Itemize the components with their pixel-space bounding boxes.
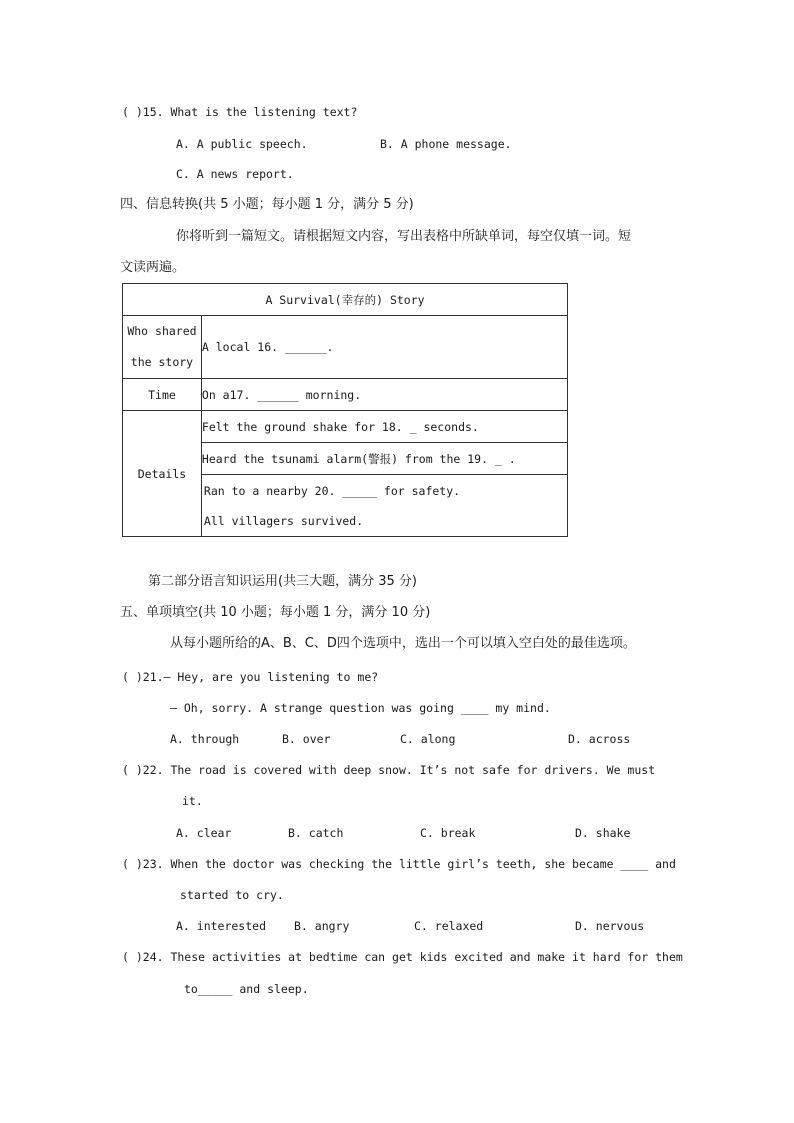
q22-line2: it. <box>182 794 203 808</box>
q22-option-c: C. break <box>420 826 476 840</box>
who-label-line2: the story <box>130 355 194 369</box>
q21-option-a: A. through <box>170 732 240 746</box>
section5-heading: 五、单项填空(共 10 小题；每小题 1 分，满分 10 分) <box>120 605 431 620</box>
who-value: A local 16. ______. <box>201 316 567 379</box>
detail-3-line1: Ran to a nearby 20. _____ for safety. <box>203 483 461 498</box>
q22-stem: ( )22. The road is covered with deep snow. It’s not safe for drivers. We must <box>122 763 656 777</box>
q21-option-d: D. across <box>568 732 631 746</box>
who-label-line1: Who shared <box>127 324 197 338</box>
info-table <box>122 283 568 537</box>
q15-option-b: B. A phone message. <box>380 137 512 151</box>
q21-stem: ( )21.— Hey, are you listening to me? <box>122 670 379 684</box>
q23-option-d: D. nervous <box>575 919 645 933</box>
section5-instruction: 从每小题所给的A、B、C、D四个选项中，选出一个可以填入空白处的最佳选项。 <box>170 636 636 651</box>
q24-line2: to_____ and sleep. <box>184 982 309 996</box>
q15-option-a: A. A public speech. <box>176 137 308 151</box>
who-label <box>123 316 202 379</box>
time-value: On a17. ______ morning. <box>201 379 567 411</box>
q23-stem: ( )23. When the doctor was checking the little girl’s teeth, she became ____ and <box>122 857 676 871</box>
detail-1: Felt the ground shake for 18. _ seconds. <box>201 411 567 443</box>
q15-option-c: C. A news report. <box>176 167 294 181</box>
q23-line2: started to cry. <box>180 888 284 902</box>
q24-stem: ( )24. These activities at bedtime can get kids excited and make it hard for them <box>122 950 683 964</box>
q23-option-a: A. interested <box>176 919 267 933</box>
q21-line2: — Oh, sorry. A strange question was going ____ my mind. <box>170 701 551 715</box>
details-label: Details <box>123 411 202 537</box>
q22-option-d: D. shake <box>575 826 631 840</box>
table-title: A Survival(幸存的) Story <box>123 284 568 316</box>
time-label: Time <box>123 379 202 411</box>
detail-3 <box>201 475 567 537</box>
q23-option-b: B. angry <box>294 919 350 933</box>
q21-option-b: B. over <box>282 732 331 746</box>
q21-option-c: C. along <box>400 732 456 746</box>
section4-instruction-line2: 文读两遍。 <box>120 260 186 275</box>
part2-heading: 第二部分语言知识运用(共三大题，满分 35 分) <box>148 574 417 589</box>
q22-option-a: A. clear <box>176 826 232 840</box>
detail-3-line2: All villagers survived. <box>203 513 364 528</box>
q15-stem: ( )15. What is the listening text? <box>122 105 358 119</box>
section4-heading: 四、信息转换(共 5 小题；每小题 1 分，满分 5 分) <box>120 197 414 212</box>
section4-instruction-line1: 你将听到一篇短文。请根据短文内容，写出表格中所缺单词，每空仅填一词。短 <box>176 229 632 244</box>
detail-2: Heard the tsunami alarm(警报) from the 19. _ . <box>201 443 567 475</box>
q23-option-c: C. relaxed <box>414 919 484 933</box>
q22-option-b: B. catch <box>288 826 344 840</box>
